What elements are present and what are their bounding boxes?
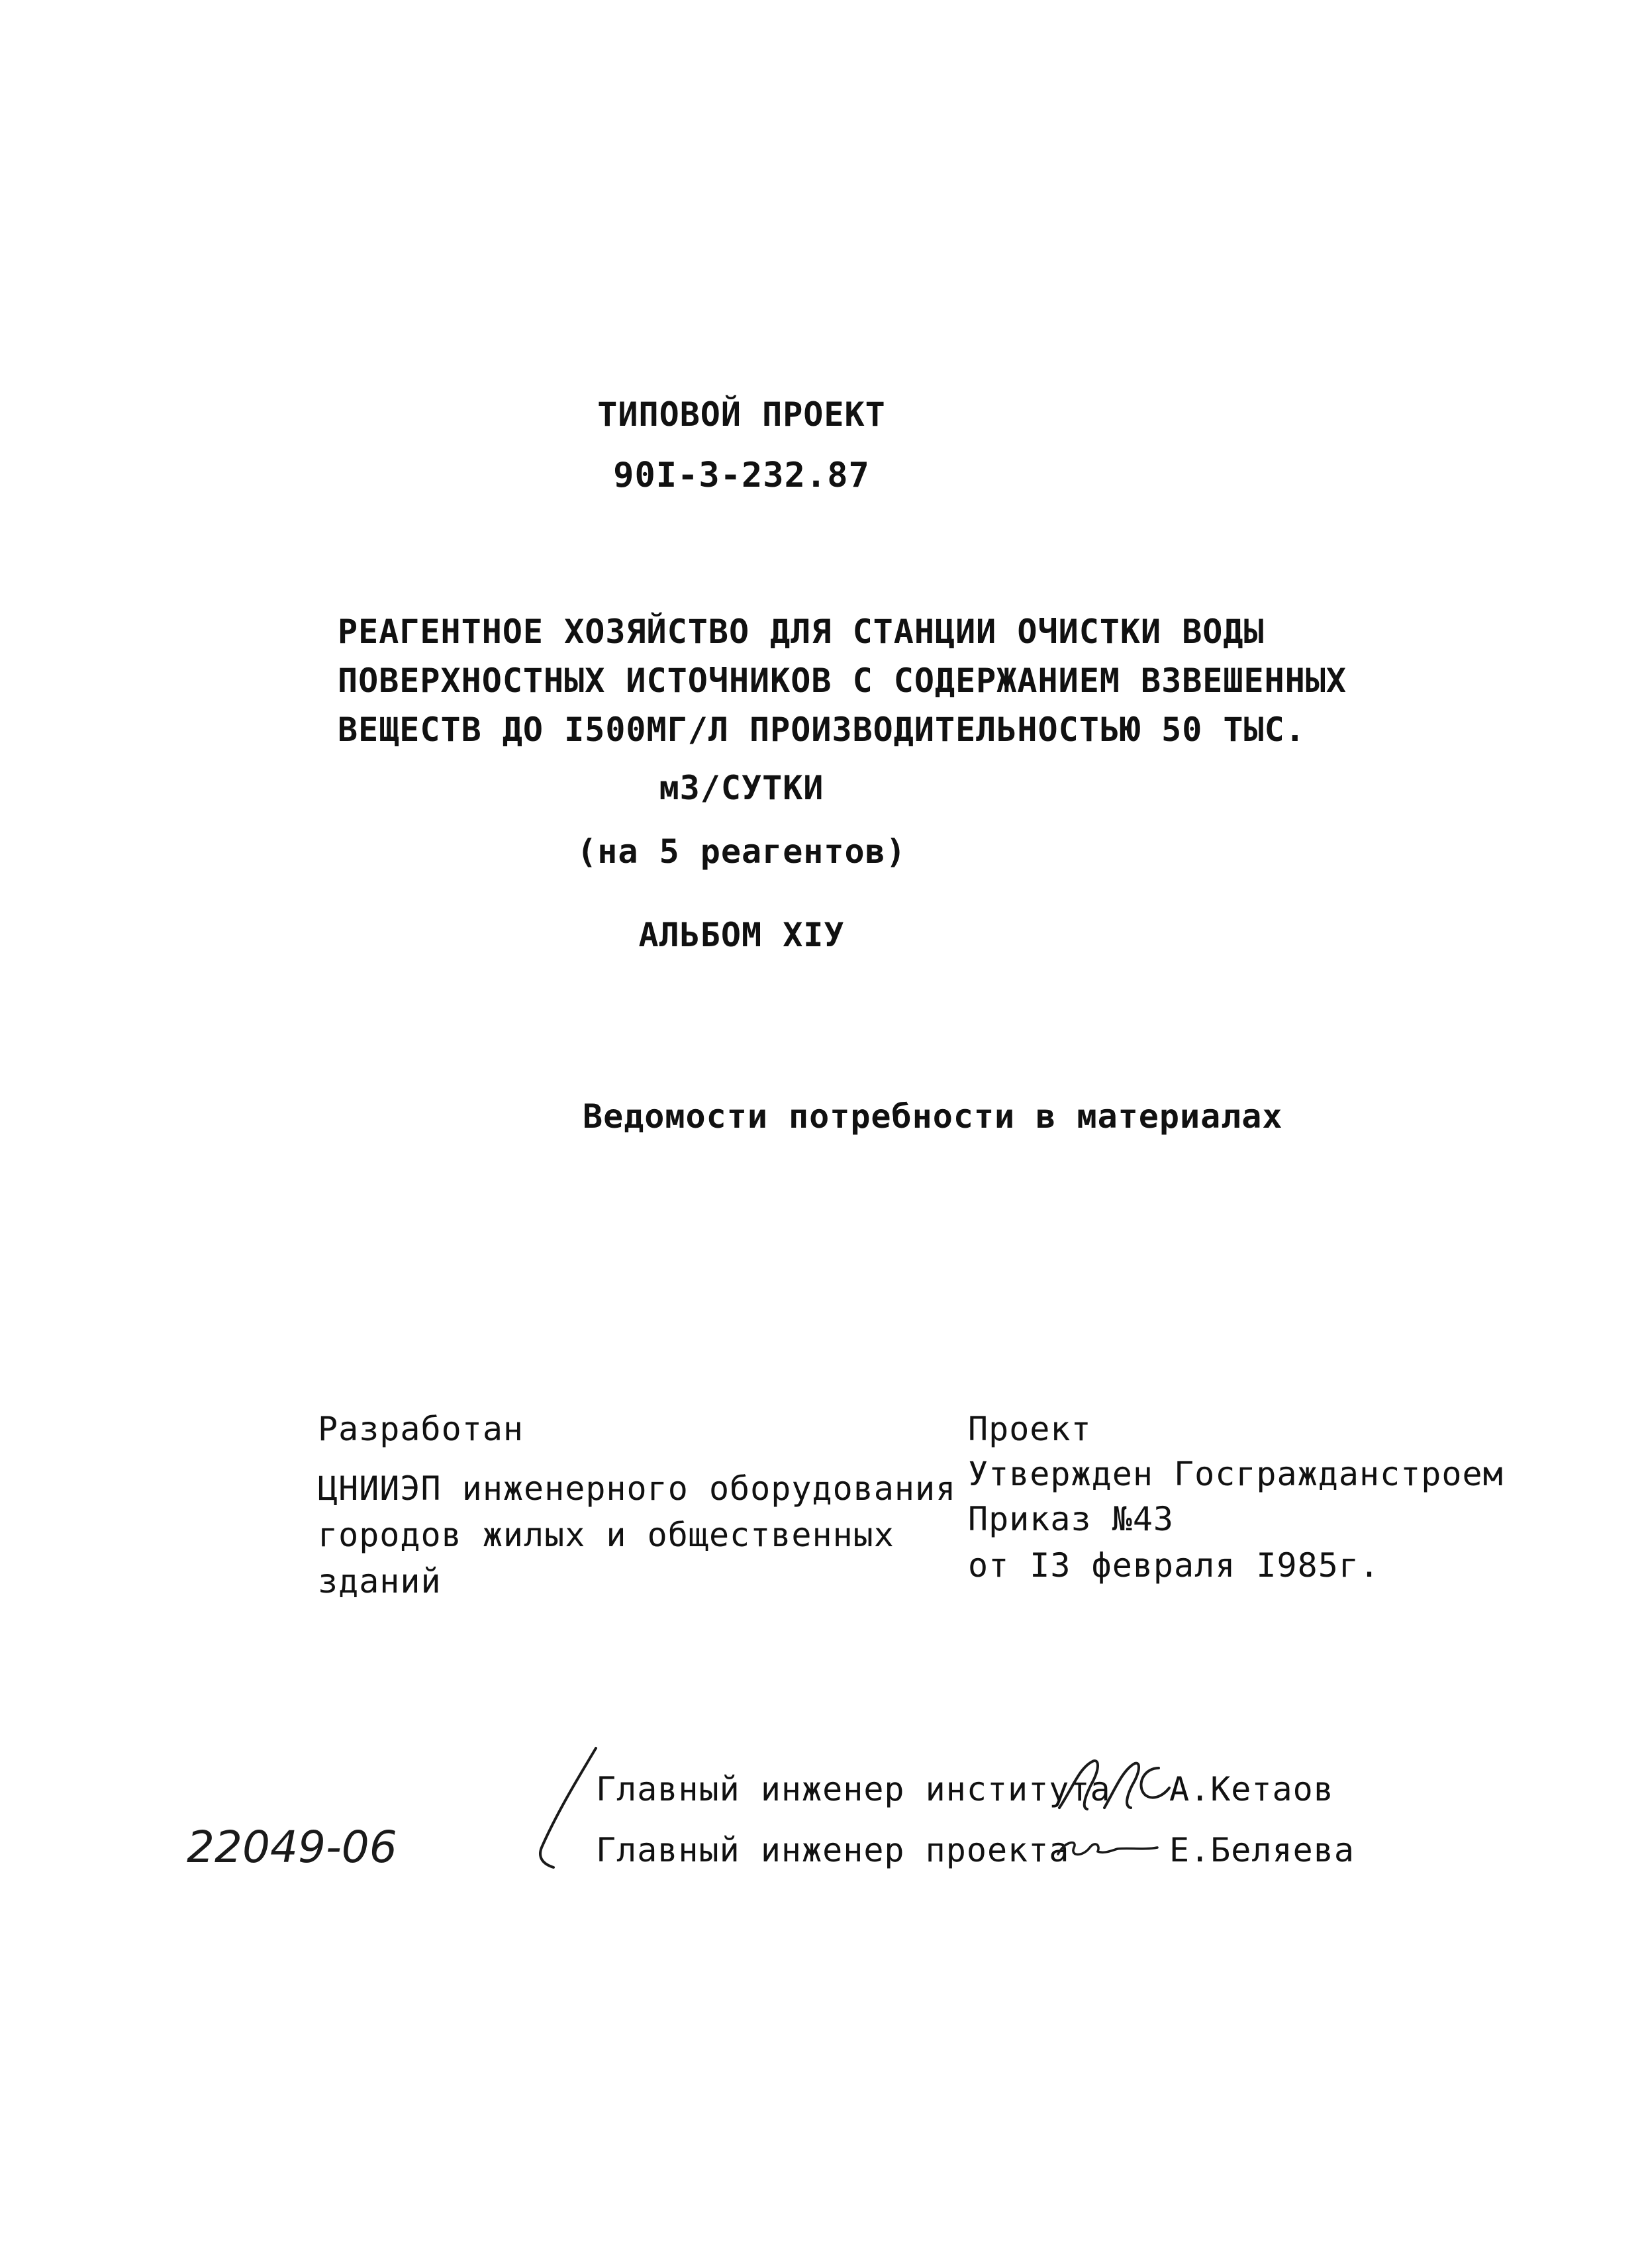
title-line-2: ПОВЕРХНОСТНЫХ ИСТОЧНИКОВ С СОДЕРЖАНИЕМ ВЗВЕШЕННЫХ [338, 662, 1347, 700]
title-unit-line: м3/СУТКИ [659, 769, 824, 807]
developer-org-line-3: зданий [318, 1562, 442, 1601]
institute-chief-name: А.Кетаов [1169, 1770, 1334, 1808]
institute-chief-role: Главный инженер института [596, 1770, 1111, 1808]
institute-chief-signature [1053, 1748, 1179, 1821]
approval-line-1: Проект [968, 1410, 1092, 1448]
title-line-3: ВЕЩЕСТВ ДО I500МГ/Л ПРОИЗВОДИТЕЛЬНОСТЬЮ 50 ТЫС. [338, 711, 1306, 749]
bracket-stroke [530, 1742, 609, 1881]
project-chief-role: Главный инженер проекта [596, 1831, 1070, 1869]
project-number: 90I-3-232.87 [613, 456, 870, 495]
approval-line-3: Приказ №43 [968, 1500, 1175, 1538]
project-chief-signature [1051, 1828, 1164, 1867]
approval-line-2: Утвержден Госгражданстроем [968, 1455, 1504, 1493]
developer-label: Разработан [318, 1410, 524, 1448]
inventory-number: 22049-06 [187, 1822, 397, 1873]
reagents-note: (на 5 реагентов) [577, 832, 906, 871]
developer-org-line-2: городов жилых и общественных [318, 1516, 894, 1554]
album-number: АЛЬБОМ XIУ [638, 916, 845, 954]
approval-line-4: от I3 февраля I985г. [968, 1546, 1380, 1585]
document-subtitle: Ведомости потребности в материалах [583, 1097, 1283, 1136]
developer-org-line-1: ЦНИИЭП инженерного оборудования [318, 1469, 957, 1508]
project-type-label: ТИПОВОЙ ПРОЕКТ [597, 395, 886, 434]
project-chief-name: Е.Беляева [1169, 1831, 1355, 1869]
title-line-1: РЕАГЕНТНОЕ ХОЗЯЙСТВО ДЛЯ СТАНЦИИ ОЧИСТКИ ВОДЫ [338, 613, 1265, 651]
